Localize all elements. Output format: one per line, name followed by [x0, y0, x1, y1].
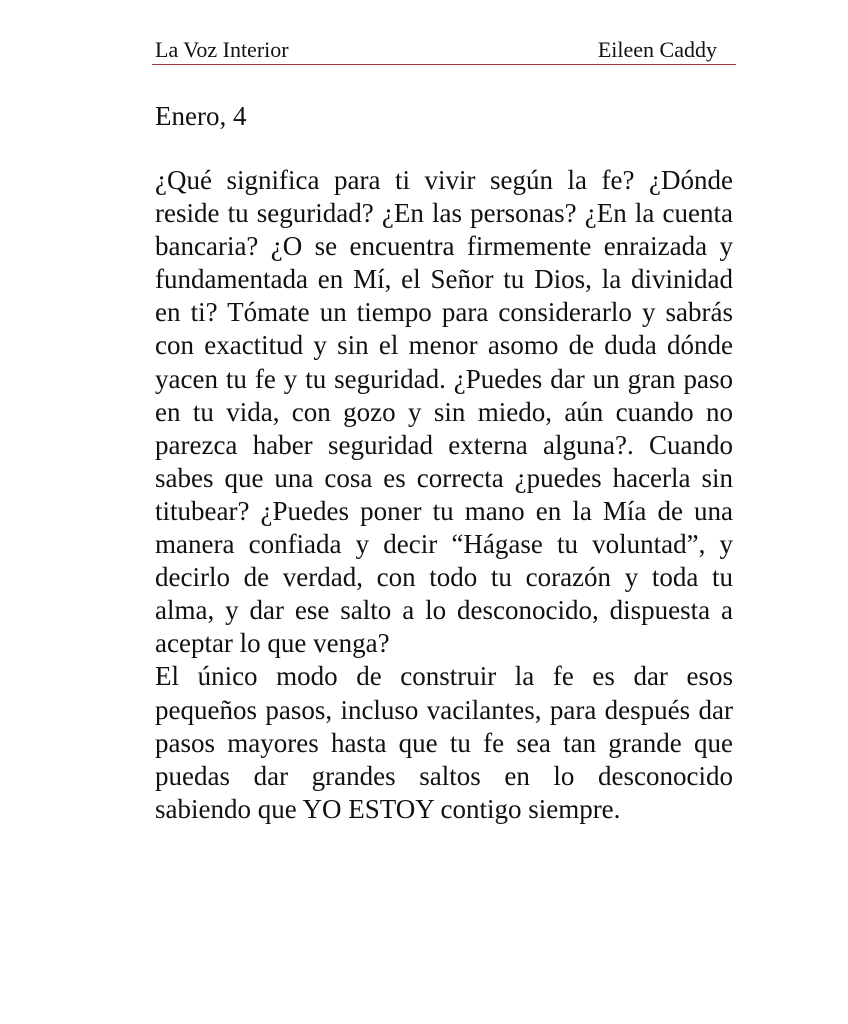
header-divider	[152, 64, 736, 65]
entry-body	[155, 164, 733, 826]
paragraph-1: ¿Qué significa para ti vivir según la fe? ¿Dónde reside tu seguridad? ¿En las personas? ¿En la cuenta bancaria? ¿O se encuentra firmemente enraizada y fundamentada en Mí, el Señor tu Dios, la divinidad en ti? Tómate un tiempo para considerarlo y sabrás con exactitud y sin el menor asomo de duda dónde yacen tu fe y tu seguridad. ¿Puedes dar un gran paso en tu vida, con gozo y sin miedo, aún cuando no parezca haber seguridad externa alguna?. Cuando sabes que una cosa es correcta ¿puedes hacerla sin titubear? ¿Puedes poner tu mano en la Mía de una manera confiada y decir “Hágase tu voluntad”, y decirlo de verdad, con todo tu corazón y toda tu alma, y dar ese salto a lo desconocido, dispuesta a aceptar lo que venga?	[155, 165, 733, 659]
entry-date: Enero, 4	[155, 101, 247, 131]
author-name: Eileen Caddy	[597, 37, 717, 62]
paragraph-2: El único modo de construir la fe es dar esos pequeños pasos, incluso vacilantes, para después dar pasos mayores hasta que tu fe sea tan grande que puedas dar grandes saltos en lo desconocido sabiendo que YO ESTOY contigo siempre.	[155, 661, 733, 824]
running-header	[155, 36, 735, 64]
book-title: La Voz Interior	[155, 37, 289, 62]
